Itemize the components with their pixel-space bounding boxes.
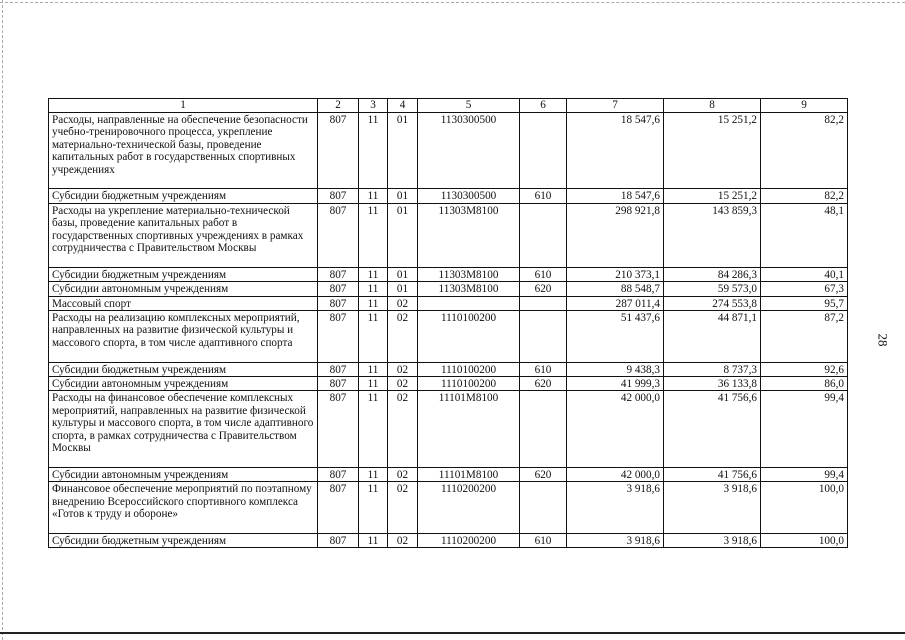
row-name: Расходы на укрепление материально-технической базы, проведение капитальных работ в государственных спортивных учреждениях в рамках сотрудничества с Правительством Москвы [49, 203, 318, 267]
row-name: Расходы на реализацию комплексных мероприятий, направленных на развитие физической культуры и массового спорта, в том числе адаптивного спорта [49, 311, 318, 363]
cell-ministry-code: 807 [318, 467, 359, 481]
cell-executed: 274 553,8 [664, 296, 761, 310]
row-name: Субсидии бюджетным учреждениям [49, 533, 318, 547]
scan-left-edge [2, 0, 3, 640]
cell-expense-type [520, 113, 567, 189]
table-body [49, 113, 848, 548]
table-row [49, 533, 848, 547]
row-name: Субсидии бюджетным учреждениям [49, 267, 318, 281]
cell-expense-type [520, 482, 567, 534]
cell-target-code [418, 296, 520, 310]
row-name: Субсидии бюджетным учреждениям [49, 362, 318, 376]
cell-ministry-code: 807 [318, 377, 359, 391]
cell-planned: 51 437,6 [567, 311, 664, 363]
cell-expense-type: 610 [520, 189, 567, 203]
cell-planned: 210 373,1 [567, 267, 664, 281]
cell-subsection: 01 [388, 113, 418, 189]
cell-ministry-code: 807 [318, 311, 359, 363]
cell-target-code: 1130300500 [418, 189, 520, 203]
cell-planned: 42 000,0 [567, 467, 664, 481]
row-name: Финансовое обеспечение мероприятий по поэтапному внедрению Всероссийского спортивного комплекса «Готов к труду и обороне» [49, 482, 318, 534]
cell-target-code: 1110100200 [418, 311, 520, 363]
cell-section: 11 [359, 391, 388, 467]
header-col-3: 3 [359, 99, 388, 113]
table-row [49, 203, 848, 267]
cell-percent: 92,6 [761, 362, 848, 376]
cell-section: 11 [359, 203, 388, 267]
cell-planned: 3 918,6 [567, 533, 664, 547]
cell-executed: 3 918,6 [664, 533, 761, 547]
cell-executed: 84 286,3 [664, 267, 761, 281]
cell-percent: 86,0 [761, 377, 848, 391]
table-row [49, 467, 848, 481]
cell-section: 11 [359, 482, 388, 534]
row-name: Субсидии бюджетным учреждениям [49, 189, 318, 203]
cell-subsection: 01 [388, 189, 418, 203]
cell-expense-type: 610 [520, 362, 567, 376]
cell-expense-type: 610 [520, 533, 567, 547]
cell-percent: 48,1 [761, 203, 848, 267]
cell-executed: 143 859,3 [664, 203, 761, 267]
scan-top-edge [0, 2, 905, 3]
cell-section: 11 [359, 311, 388, 363]
cell-subsection: 02 [388, 391, 418, 467]
cell-planned: 42 000,0 [567, 391, 664, 467]
header-row [49, 99, 848, 113]
cell-ministry-code: 807 [318, 267, 359, 281]
cell-subsection: 01 [388, 203, 418, 267]
cell-planned: 298 921,8 [567, 203, 664, 267]
cell-ministry-code: 807 [318, 296, 359, 310]
row-name: Расходы на финансовое обеспечение комплексных мероприятий, направленных на развитие физической культуры и массового спорта, в том числе адаптивного спорта, в рамках сотрудничества с Правительством Москвы [49, 391, 318, 467]
header-col-4: 4 [388, 99, 418, 113]
table-row [49, 362, 848, 376]
cell-section: 11 [359, 189, 388, 203]
cell-executed: 41 756,6 [664, 467, 761, 481]
cell-section: 11 [359, 533, 388, 547]
cell-percent: 82,2 [761, 189, 848, 203]
cell-expense-type: 620 [520, 467, 567, 481]
header-col-9: 9 [761, 99, 848, 113]
cell-ministry-code: 807 [318, 282, 359, 296]
cell-expense-type: 620 [520, 377, 567, 391]
table-row [49, 482, 848, 534]
cell-section: 11 [359, 113, 388, 189]
header-col-6: 6 [520, 99, 567, 113]
cell-section: 11 [359, 377, 388, 391]
cell-expense-type: 610 [520, 267, 567, 281]
table-row [49, 282, 848, 296]
table-row [49, 189, 848, 203]
cell-target-code: 1110100200 [418, 377, 520, 391]
page-number: 28 [875, 333, 891, 347]
cell-target-code: 11101М8100 [418, 467, 520, 481]
table-row [49, 296, 848, 310]
cell-percent: 87,2 [761, 311, 848, 363]
table-row [49, 377, 848, 391]
cell-planned: 287 011,4 [567, 296, 664, 310]
cell-expense-type [520, 311, 567, 363]
cell-executed: 41 756,6 [664, 391, 761, 467]
row-name: Массовый спорт [49, 296, 318, 310]
cell-expense-type [520, 296, 567, 310]
cell-section: 11 [359, 267, 388, 281]
cell-target-code: 1130300500 [418, 113, 520, 189]
cell-subsection: 02 [388, 311, 418, 363]
cell-target-code: 1110100200 [418, 362, 520, 376]
cell-percent: 67,3 [761, 282, 848, 296]
cell-target-code: 1110200200 [418, 533, 520, 547]
cell-subsection: 02 [388, 482, 418, 534]
cell-expense-type [520, 203, 567, 267]
cell-ministry-code: 807 [318, 189, 359, 203]
table-row [49, 391, 848, 467]
row-name: Субсидии автономным учреждениям [49, 282, 318, 296]
cell-section: 11 [359, 296, 388, 310]
cell-subsection: 02 [388, 533, 418, 547]
cell-subsection: 01 [388, 267, 418, 281]
header-col-5: 5 [418, 99, 520, 113]
scan-bottom-edge [0, 632, 905, 634]
row-name: Субсидии автономным учреждениям [49, 467, 318, 481]
cell-target-code: 11303М8100 [418, 282, 520, 296]
cell-expense-type: 620 [520, 282, 567, 296]
header-col-2: 2 [318, 99, 359, 113]
table-row [49, 113, 848, 189]
cell-target-code: 1110200200 [418, 482, 520, 534]
cell-executed: 8 737,3 [664, 362, 761, 376]
cell-percent: 99,4 [761, 467, 848, 481]
header-col-8: 8 [664, 99, 761, 113]
table-row [49, 267, 848, 281]
cell-planned: 18 547,6 [567, 113, 664, 189]
cell-executed: 15 251,2 [664, 113, 761, 189]
cell-percent: 100,0 [761, 533, 848, 547]
budget-table [48, 98, 848, 548]
cell-executed: 44 871,1 [664, 311, 761, 363]
cell-planned: 41 999,3 [567, 377, 664, 391]
cell-subsection: 02 [388, 362, 418, 376]
cell-expense-type [520, 391, 567, 467]
cell-subsection: 01 [388, 282, 418, 296]
cell-subsection: 02 [388, 467, 418, 481]
cell-section: 11 [359, 362, 388, 376]
cell-planned: 88 548,7 [567, 282, 664, 296]
cell-executed: 15 251,2 [664, 189, 761, 203]
cell-percent: 99,4 [761, 391, 848, 467]
cell-planned: 9 438,3 [567, 362, 664, 376]
cell-percent: 82,2 [761, 113, 848, 189]
cell-target-code: 11303М8100 [418, 203, 520, 267]
cell-executed: 36 133,8 [664, 377, 761, 391]
cell-ministry-code: 807 [318, 482, 359, 534]
cell-ministry-code: 807 [318, 113, 359, 189]
header-col-7: 7 [567, 99, 664, 113]
cell-subsection: 02 [388, 377, 418, 391]
cell-percent: 40,1 [761, 267, 848, 281]
cell-percent: 100,0 [761, 482, 848, 534]
cell-percent: 95,7 [761, 296, 848, 310]
cell-ministry-code: 807 [318, 362, 359, 376]
row-name: Субсидии автономным учреждениям [49, 377, 318, 391]
row-name: Расходы, направленные на обеспечение безопасности учебно-тренировочного процесса, укрепление материально-технической базы, проведение капитальных работ в государственных спортивных учреждениях [49, 113, 318, 189]
cell-ministry-code: 807 [318, 533, 359, 547]
cell-executed: 59 573,0 [664, 282, 761, 296]
header-col-1: 1 [49, 99, 318, 113]
table-row [49, 311, 848, 363]
cell-planned: 18 547,6 [567, 189, 664, 203]
cell-ministry-code: 807 [318, 391, 359, 467]
cell-planned: 3 918,6 [567, 482, 664, 534]
cell-executed: 3 918,6 [664, 482, 761, 534]
cell-ministry-code: 807 [318, 203, 359, 267]
cell-target-code: 11101М8100 [418, 391, 520, 467]
cell-target-code: 11303М8100 [418, 267, 520, 281]
cell-section: 11 [359, 282, 388, 296]
cell-section: 11 [359, 467, 388, 481]
cell-subsection: 02 [388, 296, 418, 310]
